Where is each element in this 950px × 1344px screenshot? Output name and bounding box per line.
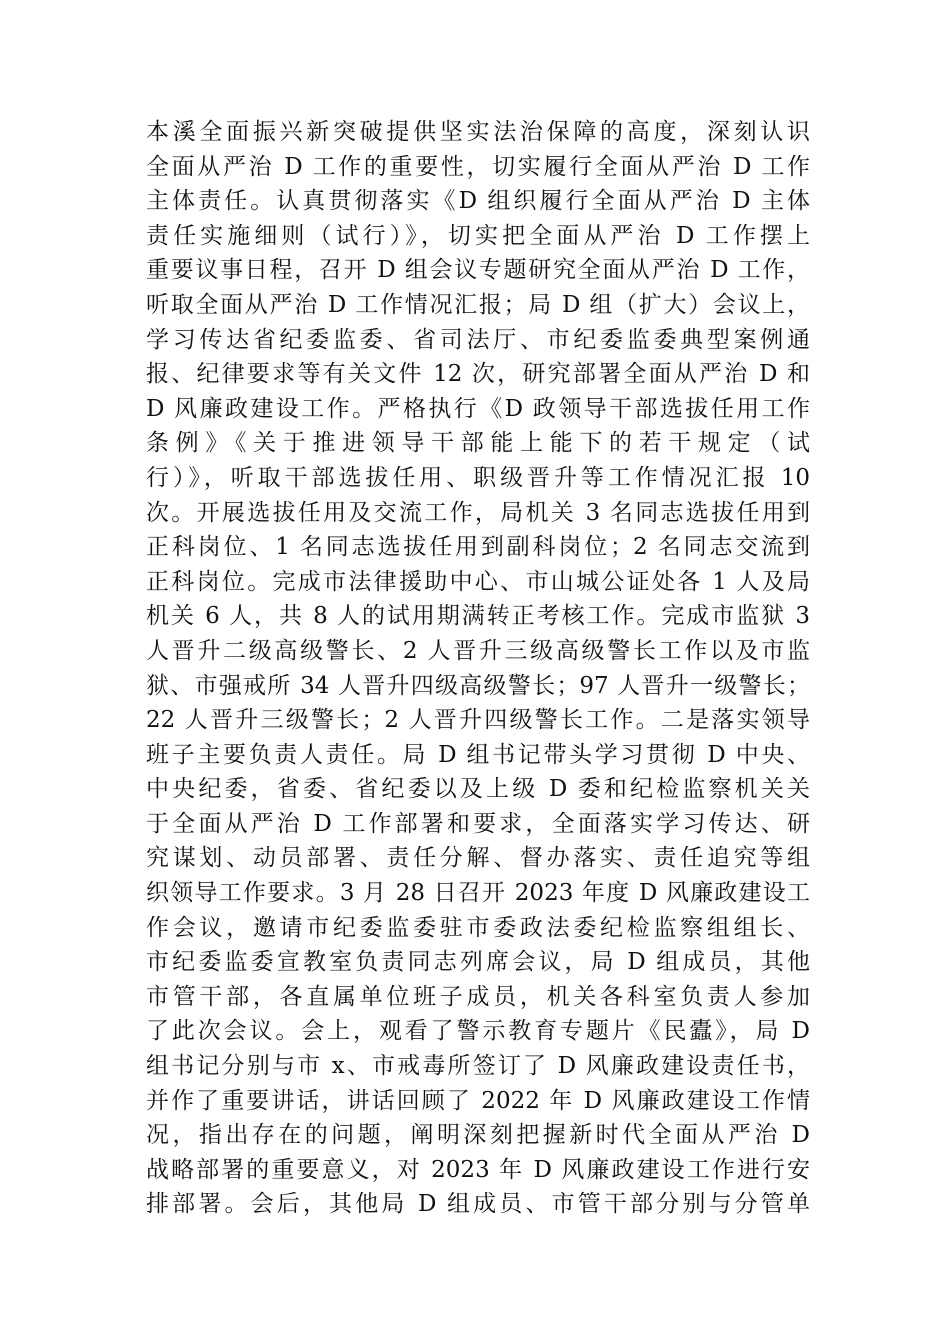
text-line: 责任实施细则（试行）》，切实把全面从严治 D 工作摆上	[146, 222, 810, 249]
text-line: 况，指出存在的问题，阐明深刻把握新时代全面从严治 D	[146, 1122, 810, 1149]
text-line: 排部署。会后，其他局 D 组成员、市管干部分别与分管单	[146, 1191, 810, 1218]
text-line: 条例》《关于推进领导干部能上能下的若干规定（试	[146, 430, 810, 457]
text-line: 了此次会议。会上，观看了警示教育专题片《民蠹》，局 D	[146, 1018, 810, 1045]
text-line: 机关 6 人，共 8 人的试用期满转正考核工作。完成市监狱 3	[146, 603, 810, 630]
text-line: 中央纪委，省委、省纪委以及上级 D 委和纪检监察机关关	[146, 776, 810, 803]
text-line: 市管干部，各直属单位班子成员，机关各科室负责人参加	[146, 983, 810, 1010]
text-line: 全面从严治 D 工作的重要性，切实履行全面从严治 D 工作	[146, 153, 810, 180]
text-line: 22 人晋升三级警长；2 人晋升四级警长工作。二是落实领导	[146, 707, 810, 734]
text-line: 次。开展选拔任用及交流工作，局机关 3 名同志选拔任用到	[146, 499, 810, 526]
text-line: 本溪全面振兴新突破提供坚实法治保障的高度，深刻认识	[146, 119, 810, 145]
text-line: 主体责任。认真贯彻落实《D 组织履行全面从严治 D 主体	[146, 188, 810, 215]
text-line: 组书记分别与市 x、市戒毒所签订了 D 风廉政建设责任书，	[146, 1053, 810, 1080]
text-line: D 风廉政建设工作。严格执行《D 政领导干部选拔任用工作	[146, 395, 810, 422]
text-line: 正科岗位。完成市法律援助中心、市山城公证处各 1 人及局	[146, 568, 810, 595]
text-line: 班子主要负责人责任。局 D 组书记带头学习贯彻 D 中央、	[146, 741, 811, 768]
text-line: 人晋升二级高级警长、2 人晋升三级高级警长工作以及市监	[146, 637, 810, 664]
text-line: 作会议，邀请市纪委监委驻市委政法委纪检监察组组长、	[146, 914, 810, 941]
text-line: 市纪委监委宣教室负责同志列席会议，局 D 组成员，其他	[146, 949, 810, 976]
text-line: 重要议事日程，召开 D 组会议专题研究全面从严治 D 工作，	[146, 257, 810, 284]
text-line: 于全面从严治 D 工作部署和要求，全面落实学习传达、研	[146, 810, 810, 837]
text-line: 正科岗位、1 名同志选拔任用到副科岗位；2 名同志交流到	[146, 534, 810, 561]
text-line: 战略部署的重要意义，对 2023 年 D 风廉政建设工作进行安	[146, 1156, 810, 1183]
text-line: 行）》，听取干部选拔任用、职级晋升等工作情况汇报 10	[146, 464, 810, 491]
text-line: 狱、市强戒所 34 人晋升四级高级警长；97 人晋升一级警长；	[146, 672, 810, 699]
text-line: 究谋划、动员部署、责任分解、督办落实、责任追究等组	[146, 845, 810, 872]
text-line: 并作了重要讲话，讲话回顾了 2022 年 D 风廉政建设工作情	[146, 1087, 810, 1114]
text-line: 学习传达省纪委监委、省司法厅、市纪委监委典型案例通	[146, 326, 810, 353]
body-text	[146, 115, 810, 1222]
text-line: 织领导工作要求。3 月 28 日召开 2023 年度 D 风廉政建设工	[146, 880, 810, 907]
text-line: 听取全面从严治 D 工作情况汇报；局 D 组（扩大）会议上，	[146, 291, 810, 318]
text-line: 报、纪律要求等有关文件 12 次，研究部署全面从严治 D 和	[146, 361, 810, 388]
